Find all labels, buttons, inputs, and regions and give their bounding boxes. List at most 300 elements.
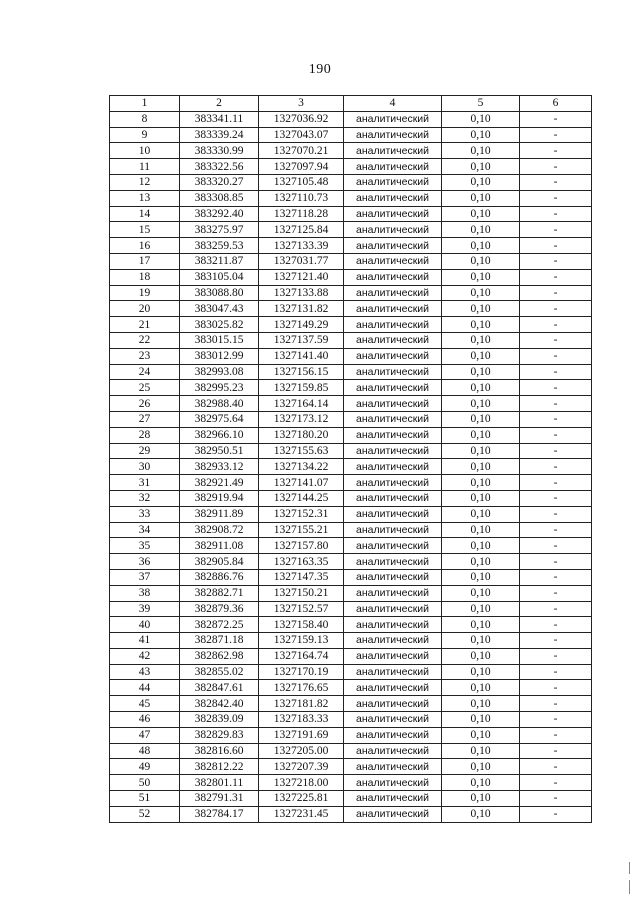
cell-point-number: 12 — [110, 174, 180, 190]
cell-point-number: 8 — [110, 111, 180, 127]
cell-description: - — [520, 206, 592, 222]
cell-y: 1327207.39 — [259, 759, 344, 775]
cell-point-number: 22 — [110, 332, 180, 348]
cell-accuracy: 0,10 — [442, 301, 520, 317]
cell-x: 383308.85 — [180, 190, 259, 206]
cell-accuracy: 0,10 — [442, 475, 520, 491]
cell-point-number: 30 — [110, 459, 180, 475]
cell-x: 383322.56 — [180, 159, 259, 175]
cell-y: 1327158.40 — [259, 617, 344, 633]
table-row — [110, 222, 592, 238]
cell-point-number: 21 — [110, 317, 180, 333]
cell-method: аналитический — [344, 143, 442, 159]
cell-point-number: 43 — [110, 664, 180, 680]
cell-description: - — [520, 222, 592, 238]
table-row — [110, 522, 592, 538]
cell-description: - — [520, 633, 592, 649]
cell-description: - — [520, 174, 592, 190]
cell-accuracy: 0,10 — [442, 806, 520, 822]
cell-x: 383339.24 — [180, 127, 259, 143]
cell-accuracy: 0,10 — [442, 522, 520, 538]
column-header-point-number: 1 — [110, 96, 180, 112]
cell-description: - — [520, 791, 592, 807]
cell-accuracy: 0,10 — [442, 111, 520, 127]
table-row — [110, 506, 592, 522]
cell-x: 383275.97 — [180, 222, 259, 238]
cell-method: аналитический — [344, 648, 442, 664]
cell-point-number: 17 — [110, 253, 180, 269]
cell-point-number: 26 — [110, 396, 180, 412]
cell-accuracy: 0,10 — [442, 617, 520, 633]
cell-point-number: 27 — [110, 411, 180, 427]
table-row — [110, 269, 592, 285]
cell-x: 382801.11 — [180, 775, 259, 791]
page-number: 190 — [308, 62, 332, 77]
cell-method: аналитический — [344, 332, 442, 348]
cell-accuracy: 0,10 — [442, 206, 520, 222]
table-row — [110, 569, 592, 585]
cell-accuracy: 0,10 — [442, 664, 520, 680]
cell-accuracy: 0,10 — [442, 222, 520, 238]
cell-x: 382908.72 — [180, 522, 259, 538]
cell-y: 1327036.92 — [259, 111, 344, 127]
cell-y: 1327159.13 — [259, 633, 344, 649]
table-row — [110, 696, 592, 712]
table-row — [110, 427, 592, 443]
cell-accuracy: 0,10 — [442, 506, 520, 522]
cell-method: аналитический — [344, 475, 442, 491]
table-row — [110, 459, 592, 475]
cell-y: 1327110.73 — [259, 190, 344, 206]
cell-accuracy: 0,10 — [442, 712, 520, 728]
cell-point-number: 49 — [110, 759, 180, 775]
cell-x: 383292.40 — [180, 206, 259, 222]
cell-point-number: 31 — [110, 475, 180, 491]
cell-method: аналитический — [344, 380, 442, 396]
cell-x: 382862.98 — [180, 648, 259, 664]
cell-method: аналитический — [344, 727, 442, 743]
cell-accuracy: 0,10 — [442, 743, 520, 759]
cell-description: - — [520, 301, 592, 317]
cell-point-number: 50 — [110, 775, 180, 791]
cell-x: 382784.17 — [180, 806, 259, 822]
cell-point-number: 20 — [110, 301, 180, 317]
cell-point-number: 9 — [110, 127, 180, 143]
cell-description: - — [520, 285, 592, 301]
cell-method: аналитический — [344, 190, 442, 206]
cell-method: аналитический — [344, 680, 442, 696]
cell-y: 1327152.57 — [259, 601, 344, 617]
cell-method: аналитический — [344, 222, 442, 238]
cell-point-number: 47 — [110, 727, 180, 743]
table-row — [110, 601, 592, 617]
table-row — [110, 633, 592, 649]
table-row — [110, 490, 592, 506]
table-row — [110, 206, 592, 222]
cell-accuracy: 0,10 — [442, 127, 520, 143]
table-row — [110, 111, 592, 127]
cell-method: аналитический — [344, 743, 442, 759]
cell-y: 1327118.28 — [259, 206, 344, 222]
cell-x: 383012.99 — [180, 348, 259, 364]
cell-accuracy: 0,10 — [442, 396, 520, 412]
cell-description: - — [520, 427, 592, 443]
table-row — [110, 538, 592, 554]
table-row — [110, 680, 592, 696]
cell-point-number: 28 — [110, 427, 180, 443]
scan-edge-mark — [629, 862, 630, 874]
cell-point-number: 16 — [110, 238, 180, 254]
cell-accuracy: 0,10 — [442, 633, 520, 649]
cell-y: 1327163.35 — [259, 554, 344, 570]
cell-accuracy: 0,10 — [442, 538, 520, 554]
cell-method: аналитический — [344, 111, 442, 127]
cell-method: аналитический — [344, 269, 442, 285]
cell-accuracy: 0,10 — [442, 238, 520, 254]
cell-description: - — [520, 806, 592, 822]
cell-x: 383330.99 — [180, 143, 259, 159]
cell-x: 383025.82 — [180, 317, 259, 333]
cell-x: 382911.08 — [180, 538, 259, 554]
cell-x: 382829.83 — [180, 727, 259, 743]
cell-method: аналитический — [344, 506, 442, 522]
cell-accuracy: 0,10 — [442, 380, 520, 396]
table-row — [110, 174, 592, 190]
table-row — [110, 806, 592, 822]
cell-accuracy: 0,10 — [442, 364, 520, 380]
cell-x: 382882.71 — [180, 585, 259, 601]
cell-point-number: 52 — [110, 806, 180, 822]
table-row — [110, 285, 592, 301]
cell-accuracy: 0,10 — [442, 190, 520, 206]
cell-method: аналитический — [344, 301, 442, 317]
cell-description: - — [520, 601, 592, 617]
cell-y: 1327152.31 — [259, 506, 344, 522]
cell-description: - — [520, 743, 592, 759]
cell-y: 1327157.80 — [259, 538, 344, 554]
cell-method: аналитический — [344, 775, 442, 791]
cell-point-number: 29 — [110, 443, 180, 459]
cell-y: 1327164.14 — [259, 396, 344, 412]
cell-y: 1327125.84 — [259, 222, 344, 238]
cell-accuracy: 0,10 — [442, 332, 520, 348]
cell-method: аналитический — [344, 696, 442, 712]
table-row — [110, 727, 592, 743]
cell-y: 1327070.21 — [259, 143, 344, 159]
cell-point-number: 46 — [110, 712, 180, 728]
cell-accuracy: 0,10 — [442, 585, 520, 601]
cell-point-number: 38 — [110, 585, 180, 601]
cell-y: 1327155.21 — [259, 522, 344, 538]
cell-method: аналитический — [344, 617, 442, 633]
cell-x: 382816.60 — [180, 743, 259, 759]
cell-x: 382950.51 — [180, 443, 259, 459]
cell-y: 1327231.45 — [259, 806, 344, 822]
table-row — [110, 143, 592, 159]
cell-accuracy: 0,10 — [442, 253, 520, 269]
cell-point-number: 11 — [110, 159, 180, 175]
cell-description: - — [520, 538, 592, 554]
cell-point-number: 44 — [110, 680, 180, 696]
cell-description: - — [520, 617, 592, 633]
cell-method: аналитический — [344, 791, 442, 807]
cell-description: - — [520, 411, 592, 427]
cell-x: 383341.11 — [180, 111, 259, 127]
cell-point-number: 14 — [110, 206, 180, 222]
cell-method: аналитический — [344, 633, 442, 649]
cell-description: - — [520, 253, 592, 269]
cell-method: аналитический — [344, 490, 442, 506]
cell-description: - — [520, 775, 592, 791]
cell-method: аналитический — [344, 238, 442, 254]
cell-accuracy: 0,10 — [442, 427, 520, 443]
table-row — [110, 585, 592, 601]
cell-y: 1327147.35 — [259, 569, 344, 585]
cell-y: 1327170.19 — [259, 664, 344, 680]
cell-x: 383320.27 — [180, 174, 259, 190]
cell-accuracy: 0,10 — [442, 490, 520, 506]
cell-y: 1327159.85 — [259, 380, 344, 396]
table-row — [110, 743, 592, 759]
cell-y: 1327144.25 — [259, 490, 344, 506]
cell-y: 1327191.69 — [259, 727, 344, 743]
header-row — [110, 96, 592, 112]
column-header-description: 6 — [520, 96, 592, 112]
cell-x: 383211.87 — [180, 253, 259, 269]
cell-description: - — [520, 648, 592, 664]
cell-y: 1327156.15 — [259, 364, 344, 380]
cell-method: аналитический — [344, 174, 442, 190]
table-row — [110, 791, 592, 807]
cell-accuracy: 0,10 — [442, 174, 520, 190]
cell-method: аналитический — [344, 443, 442, 459]
cell-method: аналитический — [344, 127, 442, 143]
cell-accuracy: 0,10 — [442, 569, 520, 585]
cell-accuracy: 0,10 — [442, 348, 520, 364]
cell-y: 1327155.63 — [259, 443, 344, 459]
column-header-method: 4 — [344, 96, 442, 112]
cell-point-number: 33 — [110, 506, 180, 522]
cell-accuracy: 0,10 — [442, 411, 520, 427]
cell-method: аналитический — [344, 364, 442, 380]
cell-description: - — [520, 332, 592, 348]
cell-description: - — [520, 159, 592, 175]
table-row — [110, 332, 592, 348]
table-row — [110, 475, 592, 491]
table-body — [110, 111, 592, 822]
cell-point-number: 15 — [110, 222, 180, 238]
cell-description: - — [520, 712, 592, 728]
cell-x: 382855.02 — [180, 664, 259, 680]
cell-accuracy: 0,10 — [442, 554, 520, 570]
cell-x: 382921.49 — [180, 475, 259, 491]
cell-y: 1327225.81 — [259, 791, 344, 807]
cell-description: - — [520, 459, 592, 475]
cell-description: - — [520, 696, 592, 712]
cell-description: - — [520, 727, 592, 743]
cell-x: 382886.76 — [180, 569, 259, 585]
cell-description: - — [520, 569, 592, 585]
cell-x: 382872.25 — [180, 617, 259, 633]
cell-x: 382988.40 — [180, 396, 259, 412]
cell-point-number: 36 — [110, 554, 180, 570]
cell-y: 1327141.07 — [259, 475, 344, 491]
table-row — [110, 159, 592, 175]
cell-y: 1327164.74 — [259, 648, 344, 664]
cell-accuracy: 0,10 — [442, 159, 520, 175]
cell-description: - — [520, 759, 592, 775]
cell-point-number: 40 — [110, 617, 180, 633]
cell-y: 1327133.39 — [259, 238, 344, 254]
cell-accuracy: 0,10 — [442, 648, 520, 664]
cell-description: - — [520, 190, 592, 206]
cell-method: аналитический — [344, 396, 442, 412]
cell-point-number: 10 — [110, 143, 180, 159]
table-row — [110, 127, 592, 143]
cell-accuracy: 0,10 — [442, 269, 520, 285]
cell-x: 383259.53 — [180, 238, 259, 254]
table-row — [110, 712, 592, 728]
cell-accuracy: 0,10 — [442, 759, 520, 775]
cell-accuracy: 0,10 — [442, 680, 520, 696]
cell-point-number: 41 — [110, 633, 180, 649]
cell-y: 1327149.29 — [259, 317, 344, 333]
cell-description: - — [520, 348, 592, 364]
cell-description: - — [520, 506, 592, 522]
cell-point-number: 42 — [110, 648, 180, 664]
cell-x: 382993.08 — [180, 364, 259, 380]
cell-y: 1327043.07 — [259, 127, 344, 143]
cell-method: аналитический — [344, 317, 442, 333]
table-row — [110, 238, 592, 254]
cell-y: 1327205.00 — [259, 743, 344, 759]
cell-y: 1327141.40 — [259, 348, 344, 364]
cell-y: 1327121.40 — [259, 269, 344, 285]
cell-description: - — [520, 443, 592, 459]
cell-accuracy: 0,10 — [442, 727, 520, 743]
cell-method: аналитический — [344, 759, 442, 775]
cell-point-number: 48 — [110, 743, 180, 759]
cell-description: - — [520, 269, 592, 285]
table-row — [110, 648, 592, 664]
cell-description: - — [520, 364, 592, 380]
table-row — [110, 443, 592, 459]
cell-method: аналитический — [344, 427, 442, 443]
cell-point-number: 37 — [110, 569, 180, 585]
cell-method: аналитический — [344, 459, 442, 475]
cell-accuracy: 0,10 — [442, 285, 520, 301]
cell-accuracy: 0,10 — [442, 143, 520, 159]
cell-method: аналитический — [344, 253, 442, 269]
cell-y: 1327183.33 — [259, 712, 344, 728]
cell-description: - — [520, 127, 592, 143]
cell-method: аналитический — [344, 569, 442, 585]
cell-y: 1327131.82 — [259, 301, 344, 317]
cell-point-number: 35 — [110, 538, 180, 554]
cell-x: 383088.80 — [180, 285, 259, 301]
cell-x: 382905.84 — [180, 554, 259, 570]
column-header-y: 3 — [259, 96, 344, 112]
table-row — [110, 380, 592, 396]
cell-x: 382871.18 — [180, 633, 259, 649]
cell-point-number: 13 — [110, 190, 180, 206]
cell-description: - — [520, 380, 592, 396]
cell-accuracy: 0,10 — [442, 696, 520, 712]
cell-x: 383105.04 — [180, 269, 259, 285]
cell-x: 382911.89 — [180, 506, 259, 522]
cell-method: аналитический — [344, 159, 442, 175]
coordinates-table — [109, 95, 592, 823]
cell-y: 1327097.94 — [259, 159, 344, 175]
table-row — [110, 253, 592, 269]
table-row — [110, 396, 592, 412]
cell-description: - — [520, 317, 592, 333]
cell-description: - — [520, 143, 592, 159]
cell-method: аналитический — [344, 664, 442, 680]
cell-y: 1327173.12 — [259, 411, 344, 427]
cell-description: - — [520, 522, 592, 538]
cell-accuracy: 0,10 — [442, 791, 520, 807]
cell-y: 1327133.88 — [259, 285, 344, 301]
cell-point-number: 25 — [110, 380, 180, 396]
cell-point-number: 19 — [110, 285, 180, 301]
column-header-x: 2 — [180, 96, 259, 112]
table-row — [110, 759, 592, 775]
table-row — [110, 301, 592, 317]
cell-method: аналитический — [344, 206, 442, 222]
table-row — [110, 775, 592, 791]
cell-method: аналитический — [344, 522, 442, 538]
table-row — [110, 348, 592, 364]
cell-x: 382966.10 — [180, 427, 259, 443]
cell-description: - — [520, 475, 592, 491]
cell-x: 382975.64 — [180, 411, 259, 427]
cell-x: 382812.22 — [180, 759, 259, 775]
cell-y: 1327137.59 — [259, 332, 344, 348]
cell-point-number: 51 — [110, 791, 180, 807]
cell-method: аналитический — [344, 806, 442, 822]
cell-x: 382791.31 — [180, 791, 259, 807]
cell-point-number: 34 — [110, 522, 180, 538]
cell-x: 382842.40 — [180, 696, 259, 712]
table-row — [110, 317, 592, 333]
cell-x: 382933.12 — [180, 459, 259, 475]
table-row — [110, 364, 592, 380]
cell-method: аналитический — [344, 554, 442, 570]
cell-x: 382995.23 — [180, 380, 259, 396]
cell-point-number: 39 — [110, 601, 180, 617]
cell-method: аналитический — [344, 285, 442, 301]
cell-method: аналитический — [344, 585, 442, 601]
cell-accuracy: 0,10 — [442, 443, 520, 459]
table-row — [110, 190, 592, 206]
scan-edge-mark — [629, 880, 630, 894]
cell-description: - — [520, 664, 592, 680]
cell-y: 1327105.48 — [259, 174, 344, 190]
cell-description: - — [520, 238, 592, 254]
cell-method: аналитический — [344, 411, 442, 427]
cell-accuracy: 0,10 — [442, 317, 520, 333]
cell-point-number: 24 — [110, 364, 180, 380]
cell-point-number: 23 — [110, 348, 180, 364]
cell-y: 1327218.00 — [259, 775, 344, 791]
cell-y: 1327134.22 — [259, 459, 344, 475]
cell-x: 383015.15 — [180, 332, 259, 348]
cell-description: - — [520, 585, 592, 601]
cell-method: аналитический — [344, 601, 442, 617]
cell-point-number: 32 — [110, 490, 180, 506]
cell-description: - — [520, 554, 592, 570]
